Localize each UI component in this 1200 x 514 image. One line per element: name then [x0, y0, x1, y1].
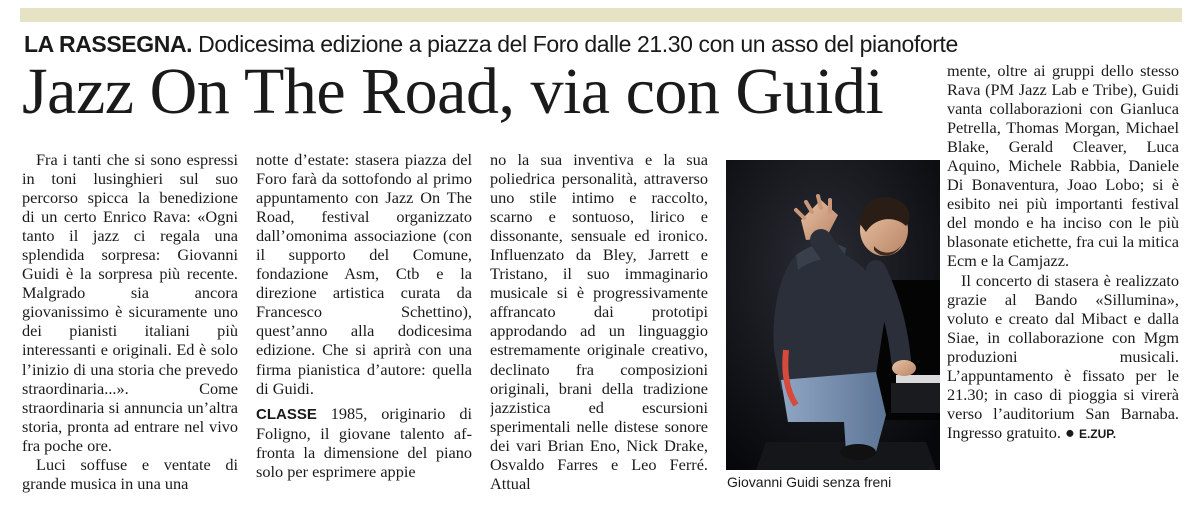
article-paragraph: Fra i tanti che si sono espressi in toni lusinghieri sul suo percorso spicca la benedizione di un certo Enrico Rava: «Ogni tanto il jazz ci regala una splendida sorpresa: Giovanni Guidi è la sorpresa più recente. Malgrado sia ancora giovanissimo è sicuramente uno dei pianisti italiani più interessanti e originali. Ed è solo l’inizio di una storia che prevedo straordinaria...». Come straordinaria si annuncia un’altra storia, pronta ad entrare nel vivo fra poche ore.	[22, 150, 238, 455]
section-paragraph	[256, 404, 472, 481]
article-paragraph: mente, oltre ai gruppi dello stesso Rava (PM Jazz Lab e Tribe), Guidi vanta collaborazioni con Gianluca Petrella, Thomas Morgan, Michael Blake, Gerald Cleaver, Luca Aquino, Michele Rabbia, Daniele Di Bonaventura, Joao Lobo; si è esibito nei più importanti festival del mondo e ha inciso con le più blasonate etichette, fra cui la mitica Ecm e la Camjazz.	[947, 61, 1179, 271]
kicker-text: Dodicesima edizione a piazza del Foro dalle 21.30 con un asso del pianoforte	[198, 31, 958, 57]
author-signature: E.ZUP.	[1078, 426, 1117, 441]
article-paragraph: no la sua inventiva e la sua poliedrica personalità, attraverso uno stile intimo e raccolto, scarno e sontuoso, lirico e dissonante, sensuale ed ironico. Influenzato da Bley, Jarrett e Tristano, il suo immaginario musicale si è progressivamente affrancato dai prototipi approdando ad un linguaggio estremamente originale creativo, declinato fra composizioni originali, brani della tradizione jazzistica ed escursioni sperimentali nelle distese sonore dei vari Brian Eno, Nick Drake, Osvaldo Farres e Leo Ferré. Attual	[490, 150, 708, 493]
headline: Jazz On The Road, via con Guidi	[22, 55, 884, 128]
section-lead: CLASSE	[256, 405, 317, 423]
article-column-4	[947, 61, 1179, 499]
kicker-tag: LA RASSEGNA.	[24, 31, 193, 57]
article-column-3	[490, 150, 708, 494]
header-rule	[20, 8, 1182, 22]
section-text: 1985, originario di Foligno, il giovane talento affronta la dimensione del piano solo per esprimere appie	[256, 403, 472, 481]
article-paragraph: notte d’estate: stasera piazza del Foro farà da sottofondo al primo appuntamento con Jazz On The Road, festival organizzato dall’omonima associazione (con il supporto del Comune, fondazione Asm, Ctb e la direzione artistica curata da Francesco Schettino), quest’anno alla dodicesima edizione. Che si aprirà con una firma pianistica d’autore: quella di Guidi.	[256, 150, 472, 398]
closing-text: Il concerto di stasera è realizzato grazie al Bando «Sillumina», voluto e creato dal Mibact e dalla Siae, in collaborazione con Mgm produzioni musicali. L’appuntamento è fissato per le 21.30; in caso di pioggia si virerà verso l’auditorium San Barnaba. Ingresso gratuito.	[947, 270, 1179, 442]
kicker	[24, 30, 958, 58]
article-paragraph: Luci soffuse e ventate di grande musica in una una	[22, 454, 238, 493]
pianist-photo-illustration	[726, 160, 940, 470]
photo-caption: Giovanni Guidi senza freni	[727, 474, 892, 490]
article-column-1	[22, 150, 238, 494]
signature-bullet: ●	[1065, 422, 1075, 442]
article-paragraph-closing	[947, 271, 1179, 444]
article-photo	[726, 160, 940, 470]
article-column-2	[256, 150, 472, 494]
